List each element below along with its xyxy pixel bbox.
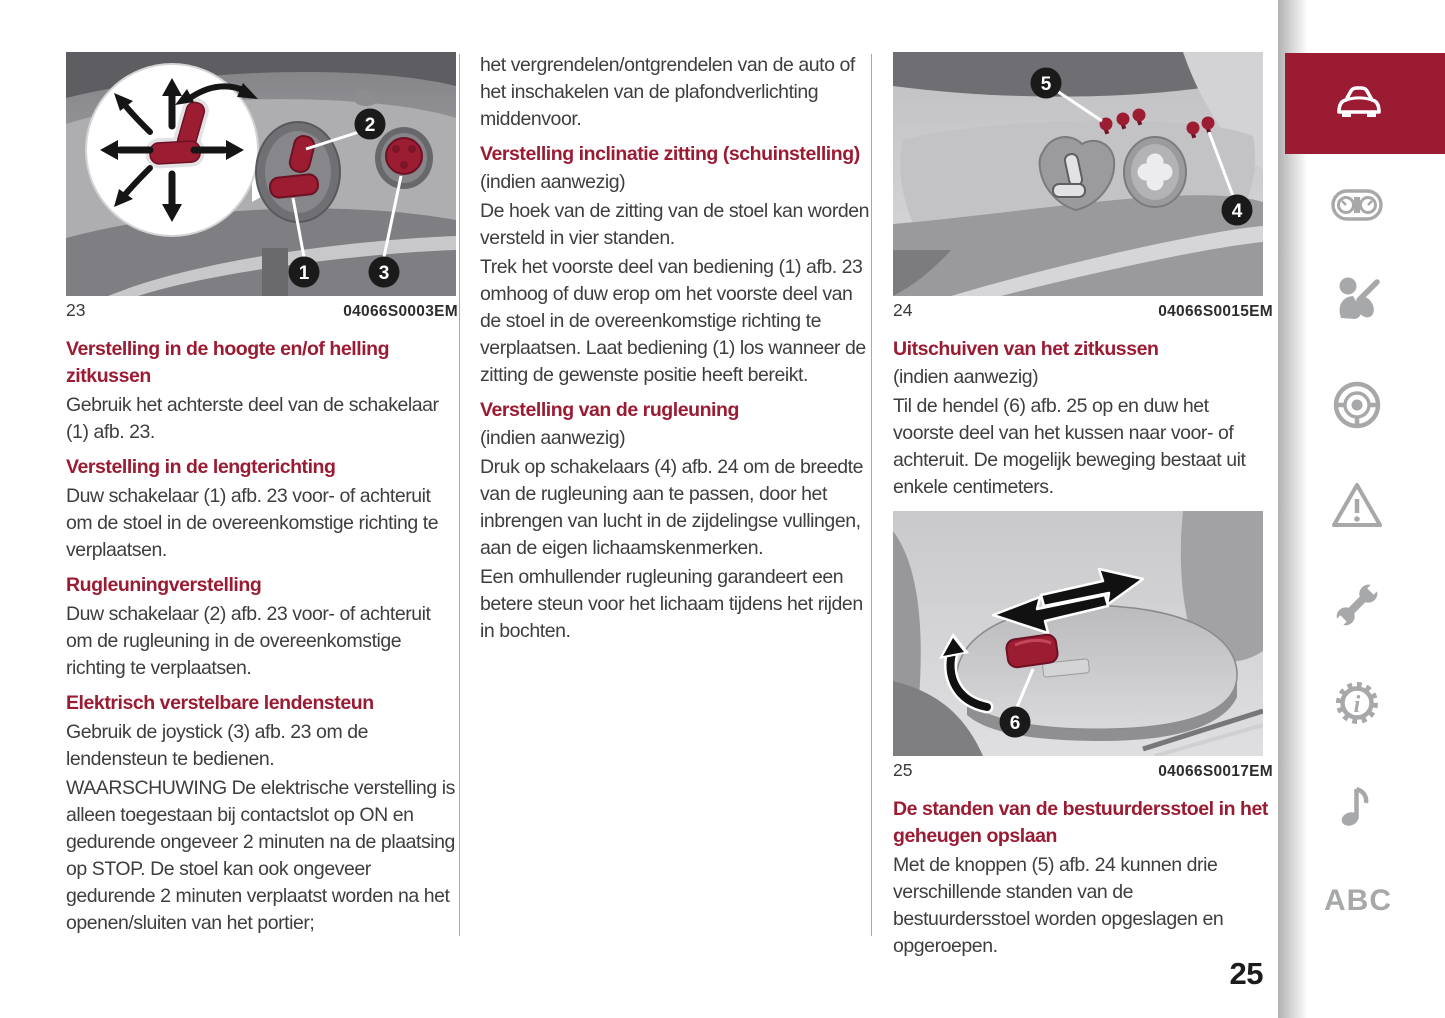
callout-1-label: 1	[298, 263, 310, 284]
section-heading: De standen van de bestuurdersstoel in het geheugen opslaan	[893, 798, 1268, 847]
body-paragraph: Druk op schakelaars (4) afb. 24 om de breedte van de rugleuning aan te passen, door het inbrengen van lucht in de zijdelingse vullingen, aan de eigen lichaamskenmerken.	[480, 456, 863, 559]
figure-23	[66, 52, 458, 322]
availability-note: (indien aanwezig)	[893, 366, 1039, 388]
figure-code: 04066S0017EM	[1158, 763, 1273, 780]
info-gear-icon	[1329, 675, 1385, 731]
sidebar-tab-dashboard[interactable]	[1329, 177, 1385, 233]
figure-number: 25	[893, 760, 913, 780]
sidebar-tab-glossary[interactable]: ABC	[1324, 884, 1392, 917]
sidebar-tab-driving[interactable]	[1329, 377, 1385, 433]
seat-switch-cushion	[1053, 184, 1085, 197]
column-divider	[871, 54, 872, 936]
section-heading: Elektrisch verstelbare lendensteun	[66, 692, 374, 714]
sidebar-tab-emergency[interactable]	[1329, 477, 1385, 533]
figure-25-caption	[893, 760, 1273, 782]
body-paragraph: De hoek van de zitting van de stoel kan worden versteld in vier standen.	[480, 200, 870, 249]
column-left	[66, 52, 458, 937]
page-number: 25	[1229, 956, 1263, 991]
body-paragraph: Gebruik het achterste deel van de schakelaar (1) afb. 23.	[66, 394, 439, 443]
column-divider	[459, 54, 460, 936]
section-heading: Verstelling in de hoogte en/of helling zitkussen	[66, 338, 390, 387]
instrument-cluster-icon	[1329, 177, 1385, 233]
svg-text:i: i	[1353, 692, 1361, 718]
cushion-switch	[269, 174, 319, 199]
section-heading: Verstelling inclinatie zitting (schuinstelling)	[480, 143, 860, 165]
figure-25	[893, 511, 1273, 782]
availability-note: (indien aanwezig)	[480, 171, 626, 193]
body-paragraph: Trek het voorste deel van bediening (1) afb. 23 omhoog of duw erop om het voorste deel van de stoel in de overeenkomstige richting te verplaatsen. Laat bediening (1) los wanneer de zitting de gewenste positie heeft bereikt.	[480, 256, 866, 386]
body-paragraph: Duw schakelaar (2) afb. 23 voor- of achteruit om de rugleuning in de overeenkomstige richting te verplaatsen.	[66, 603, 431, 679]
sidebar-tab-technical-data[interactable]	[1329, 675, 1385, 731]
figure-23-image	[66, 52, 456, 296]
callout-4-label: 4	[1231, 201, 1243, 222]
seat-cushion	[957, 605, 1237, 729]
music-note-icon	[1329, 777, 1385, 833]
column-right	[893, 52, 1273, 960]
wrench-icon	[1329, 577, 1385, 633]
body-paragraph: het vergrendelen/ontgrendelen van de auto of het inschakelen van de plafondverlichting middenvoor.	[480, 54, 855, 130]
column-middle	[480, 52, 872, 645]
callout-5-label: 5	[1040, 74, 1052, 95]
section-heading: Verstelling van de rugleuning	[480, 399, 739, 421]
figure-25-image	[893, 511, 1263, 756]
sidebar-tab-safety[interactable]	[1329, 272, 1385, 328]
callout-6-label: 6	[1009, 713, 1021, 734]
body-paragraph: Met de knoppen (5) afb. 24 kunnen drie verschillende standen van de bestuurdersstoel worden opgeslagen en opgeroepen.	[893, 854, 1224, 957]
figure-24-caption	[893, 300, 1273, 322]
airbag-icon	[1329, 272, 1385, 328]
figure-number: 23	[66, 300, 86, 320]
figure-24-image	[893, 52, 1263, 296]
callout-3-label: 3	[378, 263, 390, 284]
availability-note: (indien aanwezig)	[480, 427, 626, 449]
sidebar-tab-car[interactable]	[1285, 53, 1445, 154]
warning-triangle-icon	[1329, 477, 1385, 533]
figure-23-caption	[66, 300, 458, 322]
body-paragraph: Gebruik de joystick (3) afb. 23 om de lendensteun te bedienen.	[66, 721, 368, 770]
warning-paragraph: WAARSCHUWING De elektrische verstelling is alleen toegestaan bij contactslot op ON en gedurende ongeveer 2 minuten na de plaatsing op STOP. De stoel kan ook ongeveer gedurende 2 minuten verplaatst worden na het openen/sluiten van het portier;	[66, 777, 455, 934]
figure-code: 04066S0003EM	[343, 303, 458, 320]
steering-wheel-icon	[1329, 377, 1385, 433]
figure-24	[893, 52, 1273, 322]
section-heading: Verstelling in de lengterichting	[66, 456, 336, 478]
figure-number: 24	[893, 300, 913, 320]
section-heading: Uitschuiven van het zitkussen	[893, 338, 1159, 360]
chapter-sidebar	[1278, 0, 1445, 1018]
body-paragraph: Til de hendel (6) afb. 25 op en duw het voorste deel van het kussen naar voor- of achteruit. De mogelijk beweging bestaat uit enkele centimeters.	[893, 395, 1246, 498]
figure-code: 04066S0015EM	[1158, 303, 1273, 320]
callout-2-label: 2	[364, 115, 376, 136]
car-front-icon	[1331, 75, 1387, 131]
body-paragraph: Duw schakelaar (1) afb. 23 voor- of achteruit om de stoel in de overeenkomstige richting te verplaatsen.	[66, 485, 439, 561]
section-heading: Rugleuningverstelling	[66, 574, 262, 596]
sidebar-tab-multimedia[interactable]	[1329, 777, 1385, 833]
body-paragraph: Een omhullender rugleuning garandeert een betere steun voor het lichaam tijdens het rijden in bochten.	[480, 566, 863, 642]
cushion-extension-handle	[1005, 634, 1058, 669]
sidebar-tab-maintenance[interactable]	[1329, 577, 1385, 633]
